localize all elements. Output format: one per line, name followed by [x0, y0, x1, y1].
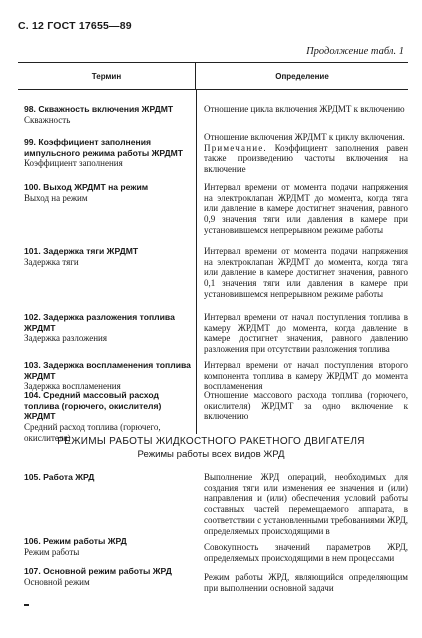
- definition-99: [204, 132, 408, 175]
- section-title: РЕЖИМЫ РАБОТЫ ЖИДКОСТНОГО РАКЕТНОГО ДВИГАТЕЛЯ: [57, 436, 365, 447]
- term-107: [24, 566, 192, 587]
- footnote-mark: [24, 604, 29, 606]
- term-title: 106. Режим работы ЖРД: [24, 536, 127, 546]
- term-101: [24, 246, 192, 267]
- term-title: 99. Коэффициент заполнения импульсного режима работы ЖРДМТ: [24, 137, 184, 158]
- term-title: 102. Задержка разложения топлива ЖРДМТ: [24, 312, 175, 333]
- column-header-term: Термин: [18, 63, 196, 89]
- definition-106: Совокупность значений параметров ЖРД, определяемых происходящими в нем процессами: [204, 542, 408, 563]
- term-99: [24, 137, 192, 169]
- term-short: Задержка разложения: [24, 333, 107, 344]
- term-105: [24, 472, 192, 483]
- term-98: [24, 104, 192, 125]
- note-text: Коэффициент заполнения равен также произведению частоты включения на включение: [204, 142, 409, 175]
- definition-104: Отношение массового расхода топлива (горючего, окислителя) ЖРДМТ за одно включение к включению: [204, 390, 408, 422]
- definition-100: Интервал времени от момента подачи напряжения на электроклапан ЖРДМТ до момента, когда тяга или давление в камере достигнет значения, равного 0,9 значения тяги или давления в камере при установившемся непрерывном режиме работы: [204, 182, 408, 235]
- term-title: 100. Выход ЖРДМТ на режим: [24, 182, 149, 192]
- column-header-definition: Определение: [275, 71, 329, 81]
- section-subtitle: Режимы работы всех видов ЖРД: [137, 449, 285, 460]
- term-short: Выход на режим: [24, 192, 88, 203]
- term-title: 107. Основной режим работы ЖРД: [24, 566, 172, 576]
- term-short: Основной режим: [24, 576, 90, 587]
- table-header: [18, 62, 408, 90]
- term-103: [24, 360, 192, 392]
- term-title: 101. Задержка тяги ЖРДМТ: [24, 246, 139, 256]
- term-short: Коэффициент заполнения: [24, 158, 123, 169]
- term-title: 103. Задержка воспламенения топлива ЖРДМТ: [24, 360, 191, 381]
- term-short: Скважность: [24, 114, 71, 125]
- definition-101: Интервал времени от момента подачи напряжения на электроклапан ЖРДМТ до момента, когда тяга или давление в камере достигнет значения, равного 0,1 значения тяги или давления в камере при установившемся непрерывном режиме работы: [204, 246, 408, 299]
- term-title: 105. Работа ЖРД: [24, 472, 95, 482]
- definition-105: Выполнение ЖРД операций, необходимых для создания тяги или изменения ее значения и (или) направления и (или) обеспечения условий работы составных частей перемещаемого аппарата, в соответствии с установленными требованиями ЖРД, определяемых происходящими в: [204, 472, 408, 536]
- term-short: Средний расход топлива (горючего, окислителя): [24, 422, 161, 443]
- term-106: [24, 536, 192, 557]
- definition-107: Режим работы ЖРД, являющийся определяющим при выполнении основной задачи: [204, 572, 408, 593]
- definition-98: Отношение цикла включения ЖРДМТ к включению: [204, 104, 405, 114]
- term-100: [24, 182, 192, 203]
- term-title: 104. Средний массовый расход топлива (горючего, окислителя) ЖРДМТ: [24, 390, 162, 422]
- table-continuation-label: Продолжение табл. 1: [306, 46, 404, 57]
- term-short: Задержка воспламенения: [24, 381, 121, 392]
- term-title: 98. Скважность включения ЖРДМТ: [24, 104, 174, 114]
- definition-102: Интервал времени от начал поступления топлива в камеру ЖРДМТ до момента, когда давление в камере достигнет значения, равного давлению разложения при отсутствии разложения топлива: [204, 312, 408, 355]
- note-label: Примечание.: [204, 142, 267, 153]
- definition-103: Интервал времени от начал поступления второго компонента топлива в камеру ЖРДМТ до момента воспламенения: [204, 360, 408, 392]
- definition-text: Отношение включения ЖРДМТ к циклу включения.: [204, 132, 405, 142]
- page-header: С. 12 ГОСТ 17655—89: [18, 20, 132, 32]
- term-102: [24, 312, 192, 344]
- column-divider: [196, 90, 197, 434]
- term-short: Задержка тяги: [24, 256, 79, 267]
- term-short: Режим работы: [24, 546, 80, 557]
